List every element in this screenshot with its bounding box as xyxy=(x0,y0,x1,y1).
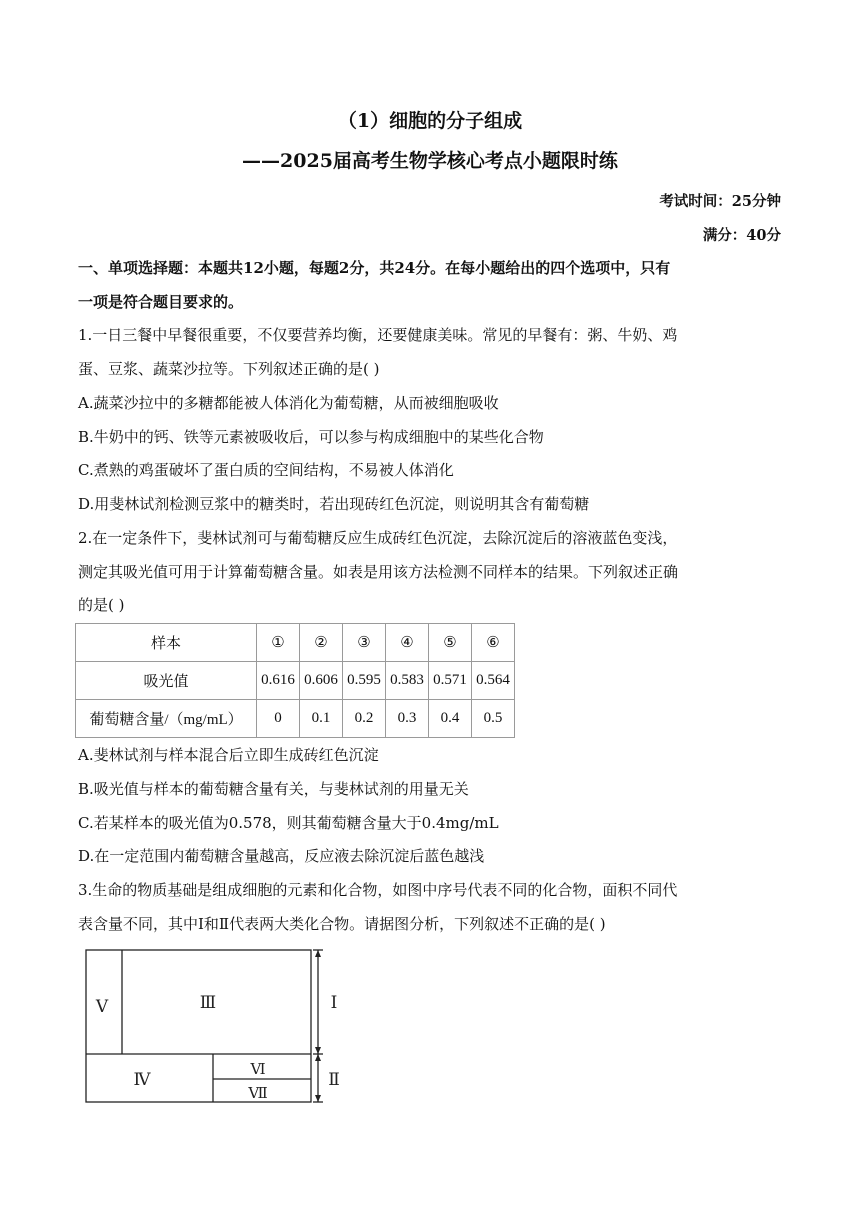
table-row-absorbance xyxy=(76,662,515,700)
q1-stem-cont: 蛋、豆浆、蔬菜沙拉等。下列叙述正确的是( ) xyxy=(78,360,380,378)
q2-option-b: B.吸光值与样本的葡萄糖含量有关，与斐林试剂的用量无关 xyxy=(78,780,469,798)
absorbance-cell: 0.616 xyxy=(257,662,300,700)
q2-stem-cont: 测定其吸光值可用于计算葡萄糖含量。如表是用该方法检测不同样本的结果。下列叙述正确 xyxy=(78,563,679,581)
label-vi: Ⅵ xyxy=(250,1062,266,1078)
glucose-cell: 0.4 xyxy=(429,700,472,738)
table-row-glucose xyxy=(76,700,515,738)
q2-option-a: A.斐林试剂与样本混合后立即生成砖红色沉淀 xyxy=(78,746,379,764)
sample-cell: ④ xyxy=(386,624,429,662)
absorbance-cell: 0.595 xyxy=(343,662,386,700)
glucose-cell: 0.2 xyxy=(343,700,386,738)
label-vii: Ⅶ xyxy=(248,1086,268,1102)
sample-cell: ⑤ xyxy=(429,624,472,662)
label-ii: Ⅱ xyxy=(328,1070,340,1089)
q3-stem: 3.生命的物质基础是组成细胞的元素和化合物，如图中序号代表不同的化合物，面积不同代 xyxy=(78,881,678,899)
absorbance-cell: 0.564 xyxy=(472,662,515,700)
glucose-cell: 0.1 xyxy=(300,700,343,738)
q2-data-table xyxy=(75,623,515,738)
compound-area-diagram xyxy=(78,942,348,1110)
q1-option-b: B.牛奶中的钙、铁等元素被吸收后，可以参与构成细胞中的某些化合物 xyxy=(78,428,544,446)
q2-stem: 2.在一定条件下，斐林试剂可与葡萄糖反应生成砖红色沉淀，去除沉淀后的溶液蓝色变浅， xyxy=(78,529,678,547)
absorbance-cell: 0.583 xyxy=(386,662,429,700)
q1-stem: 1.一日三餐中早餐很重要，不仅要营养均衡，还要健康美味。常见的早餐有：粥、牛奶、鸡 xyxy=(78,326,678,344)
table-row-sample xyxy=(76,624,515,662)
full-score: 满分：40分 xyxy=(702,227,781,244)
arrow-down-ii xyxy=(315,1095,321,1102)
section-heading-cont: 一项是符合题目要求的。 xyxy=(78,293,244,311)
glucose-cell: 0.5 xyxy=(472,700,515,738)
arrow-down-i xyxy=(315,1047,321,1054)
row-label-sample: 样本 xyxy=(76,624,257,662)
row-label-glucose: 葡萄糖含量/（mg/mL） xyxy=(76,700,257,738)
q2-option-c: C.若某样本的吸光值为0.578，则其葡萄糖含量大于0.4mg/mL xyxy=(78,814,499,832)
arrow-up-ii xyxy=(315,1054,321,1061)
q1-option-a: A.蔬菜沙拉中的多糖都能被人体消化为葡萄糖，从而被细胞吸收 xyxy=(78,394,499,412)
q1-option-c: C.煮熟的鸡蛋破坏了蛋白质的空间结构，不易被人体消化 xyxy=(78,461,454,479)
sample-cell: ② xyxy=(300,624,343,662)
q1-option-d: D.用斐林试剂检测豆浆中的糖类时，若出现砖红色沉淀，则说明其含有葡萄糖 xyxy=(78,495,590,513)
page-title: （1）细胞的分子组成 xyxy=(337,110,523,132)
absorbance-cell: 0.571 xyxy=(429,662,472,700)
row-label-absorbance: 吸光值 xyxy=(76,662,257,700)
q3-stem-cont: 表含量不同，其中Ⅰ和Ⅱ代表两大类化合物。请据图分析，下列叙述不正确的是( ) xyxy=(78,915,606,933)
section-heading: 一、单项选择题：本题共12小题，每题2分，共24分。在每小题给出的四个选项中，只有 xyxy=(78,259,671,277)
sample-cell: ⑥ xyxy=(472,624,515,662)
arrow-up-i xyxy=(315,950,321,957)
q2-option-d: D.在一定范围内葡萄糖含量越高，反应液去除沉淀后蓝色越浅 xyxy=(78,847,485,865)
label-i: Ⅰ xyxy=(330,993,338,1012)
label-iv: Ⅳ xyxy=(133,1070,151,1089)
glucose-cell: 0.3 xyxy=(386,700,429,738)
label-v: Ⅴ xyxy=(95,997,109,1016)
glucose-cell: 0 xyxy=(257,700,300,738)
sample-cell: ③ xyxy=(343,624,386,662)
absorbance-cell: 0.606 xyxy=(300,662,343,700)
exam-time: 考试时间：25分钟 xyxy=(659,193,781,210)
sample-cell: ① xyxy=(257,624,300,662)
label-iii: Ⅲ xyxy=(199,993,217,1012)
page-subtitle: ——2025届高考生物学核心考点小题限时练 xyxy=(242,150,618,172)
q2-stem-cont2: 的是( ) xyxy=(78,596,125,614)
